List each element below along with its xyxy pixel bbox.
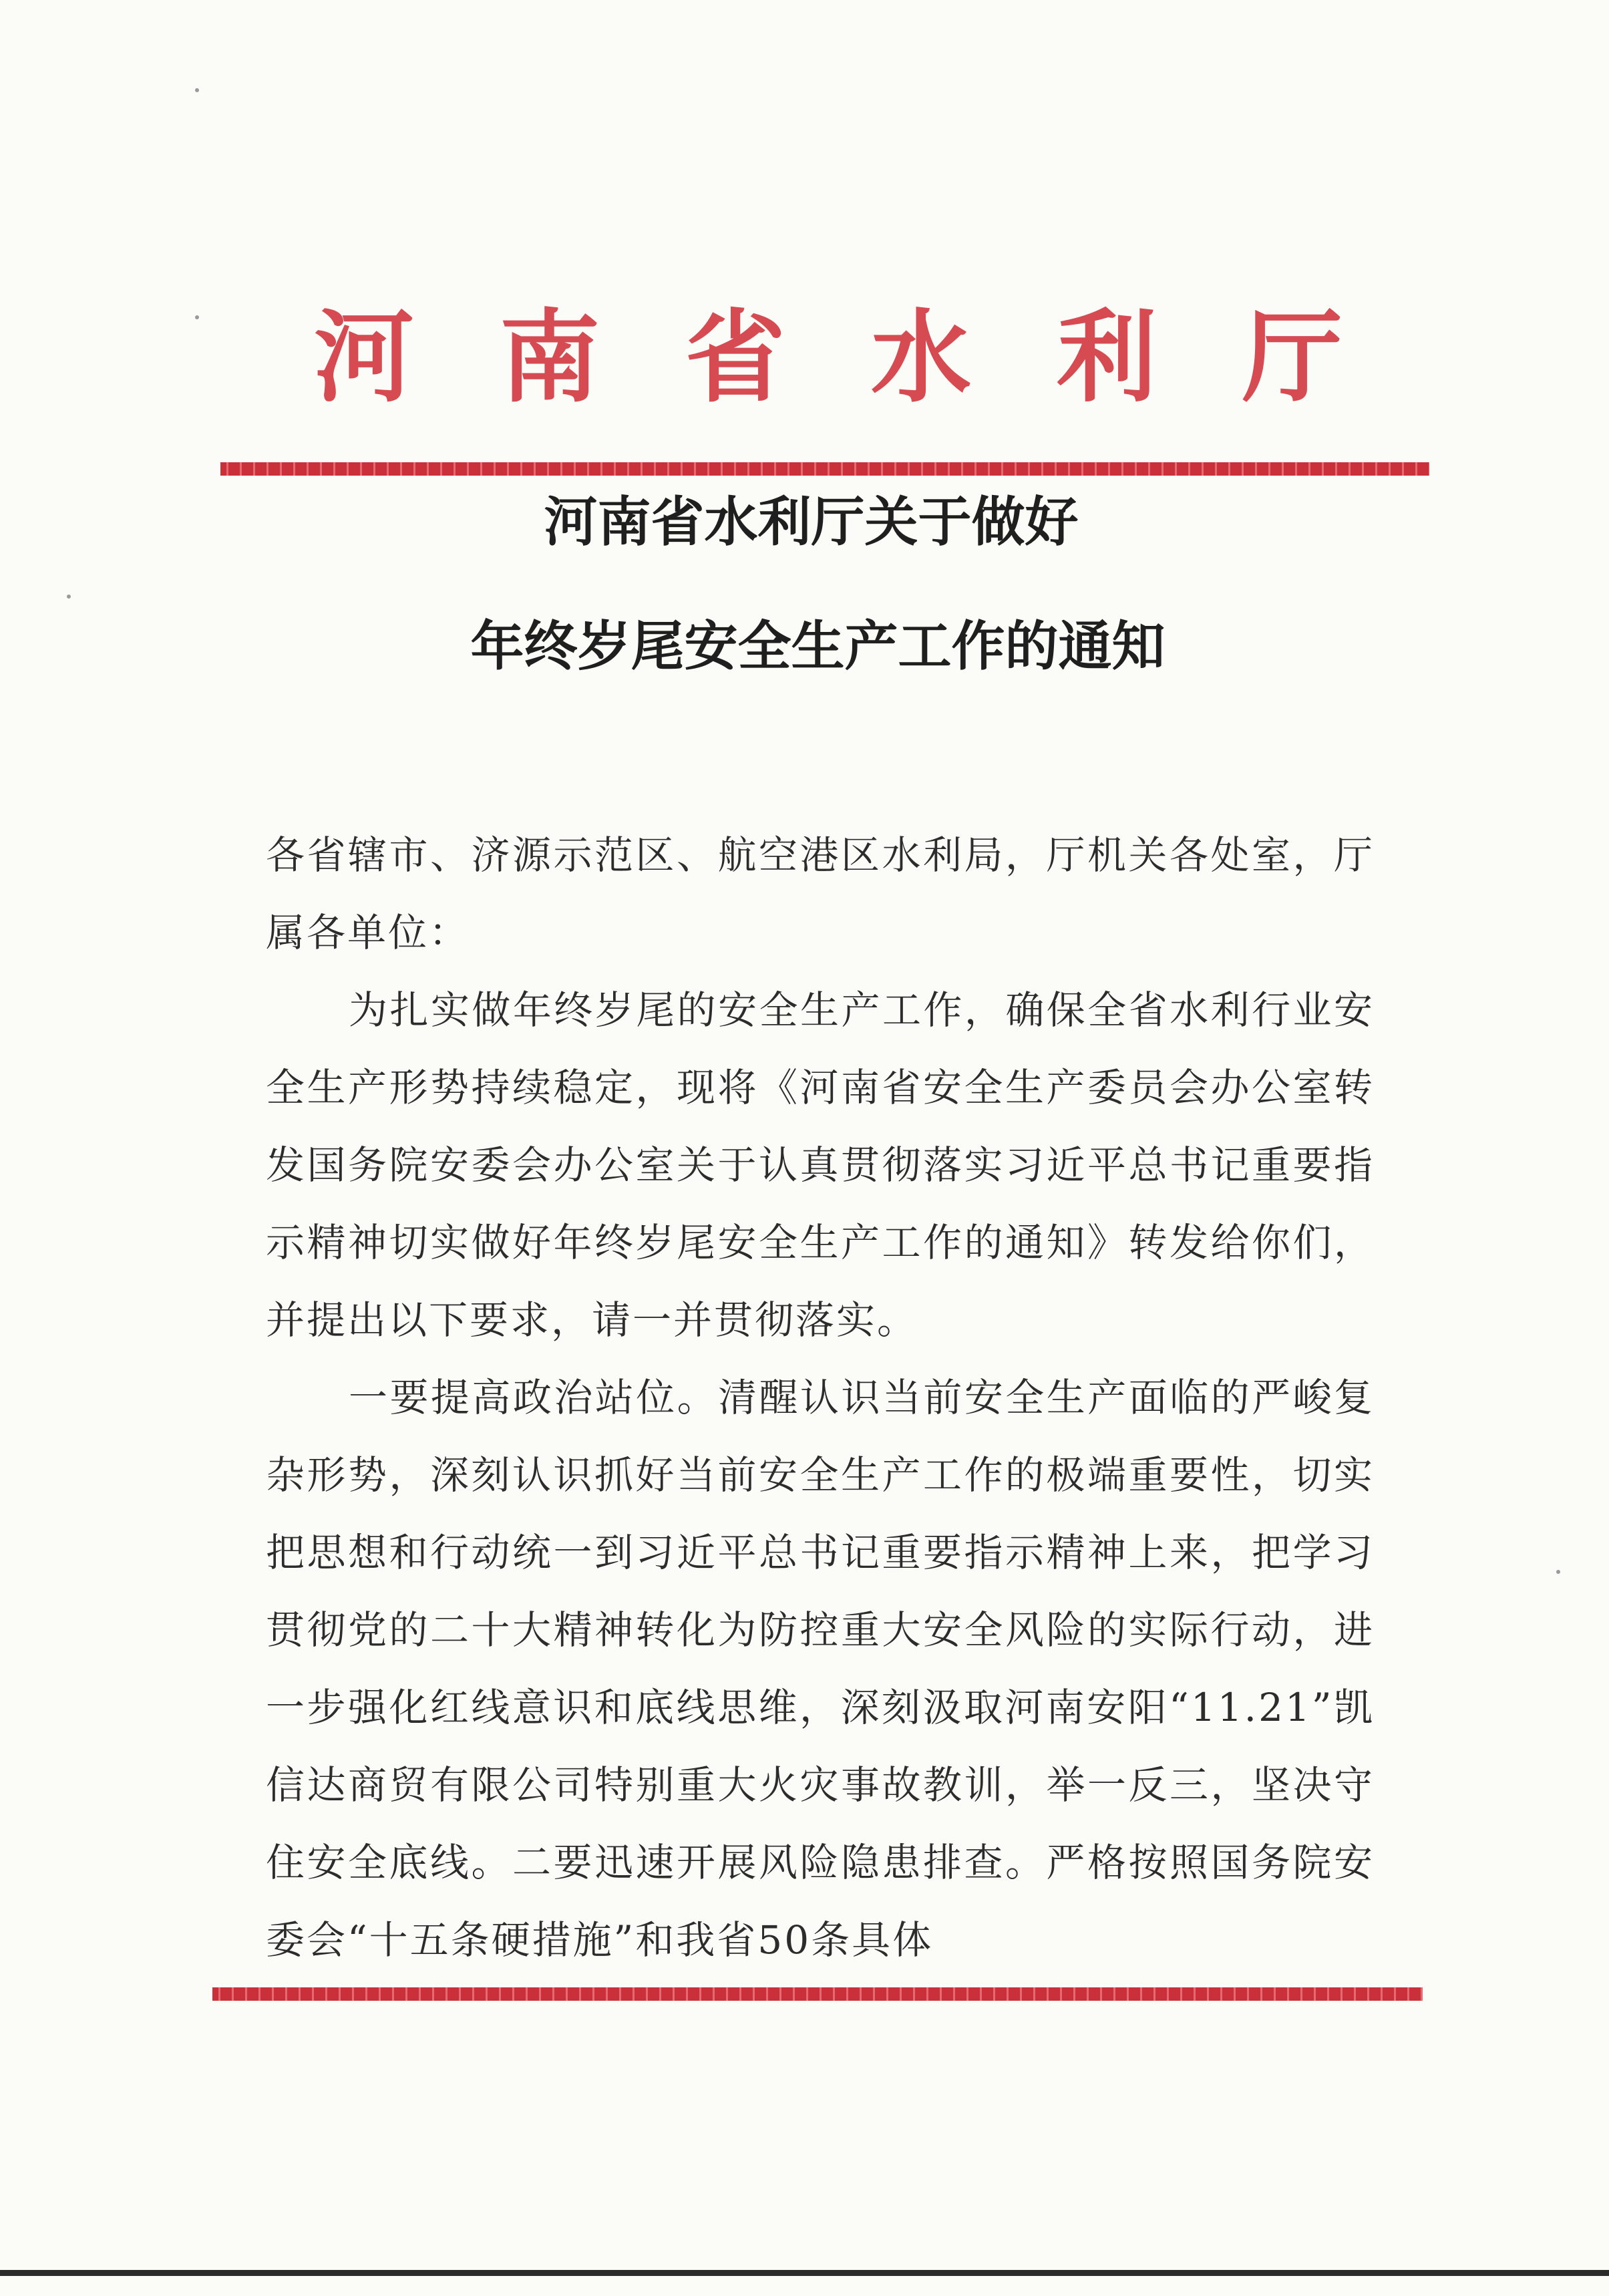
masthead [314,299,1343,416]
masthead-char: 南 [499,299,600,416]
masthead-char: 水 [870,299,971,416]
document-body [266,816,1375,1979]
scan-speck [195,315,199,319]
top-red-rule [220,462,1429,476]
scanner-edge [0,2270,1609,2276]
masthead-char: 利 [1056,299,1157,416]
bottom-red-rule [212,1987,1423,2001]
scan-speck [1556,1570,1560,1574]
document-title-line-1: 河南省水利厅关于做好 [544,491,1079,553]
scan-speck [195,88,199,92]
masthead-char: 省 [685,299,785,416]
salutation: 各省辖市、济源示范区、航空港区水利局，厅机关各处室，厅属各单位： [266,832,1375,955]
body-paragraph: 一要提高政治站位。清醒认识当前安全生产面临的严峻复杂形势，深刻认识抓好当前安全生产工作的极端重要性，切实把思想和行动统一到习近平总书记重要指示精神上来，把学习贯彻党的二十大精神转化为防控重大安全风险的实际行动，进一步强化红线意识和底线思维，深刻汲取河南安阳“11.21”凯信达商贸有限公司特别重大火灾事故教训，举一反三，坚决守住安全底线。二要迅速开展风险隐患排查。严格按照国务院安委会“十五条硬措施”和我省50条具体 [266,1375,1375,1963]
document-title-line-2: 年终岁尾安全生产工作的通知 [470,615,1166,677]
body-paragraph: 为扎实做年终岁尾的安全生产工作，确保全省水利行业安全生产形势持续稳定，现将《河南省安全生产委员会办公室转发国务院安委会办公室关于认真贯彻落实习近平总书记重要指示精神切实做好年终岁尾安全生产工作的通知》转发给你们，并提出以下要求，请一并贯彻落实。 [266,987,1375,1343]
masthead-char: 厅 [1242,299,1343,416]
masthead-char: 河 [314,299,415,416]
scan-speck [67,595,71,599]
